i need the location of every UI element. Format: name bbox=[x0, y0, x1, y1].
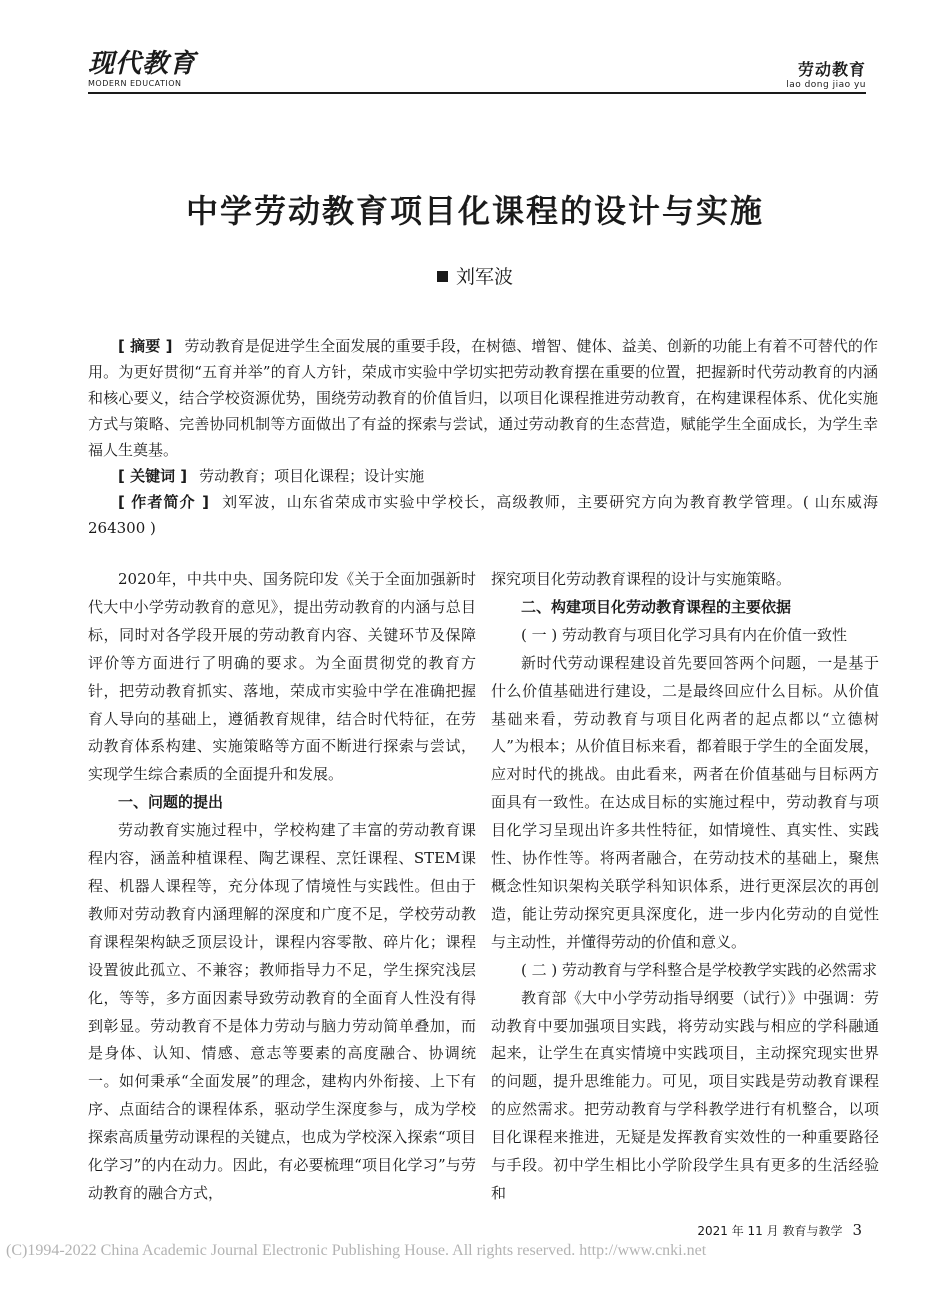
journal-logo bbox=[88, 50, 196, 88]
abstract-author-bio bbox=[88, 489, 894, 541]
square-bullet-icon bbox=[437, 271, 448, 282]
body-paragraph: 新时代劳动课程建设首先要回答两个问题，一是基于什么价值基础进行建设，二是最终回应什么目标。从价值基础来看，劳动教育与项目化两者的起点都以“立德树人”为根本；从价值目标来看，都着眼于学生的全面发展，应对时代的挑战。由此看来，两者在价值基础与目标两方面具有一致性。在达成目标的实施过程中，劳动教育与项目化学习呈现出许多共性特征，如情境性、真实性、实践性、协作性等。将两者融合，在劳动技术的基础上，聚焦概念性知识架构关联学科知识体系，进行更深层次的再创造，能让劳动探究更具深度化，进一步内化劳动的自觉性与主动性，并懂得劳动的价值和意义。 bbox=[491, 653, 879, 951]
body-right-column bbox=[491, 566, 879, 1208]
copyright-watermark: (C)1994-2022 China Academic Journal Electronic Publishing House. All rights reserved. http://www.cnki.net bbox=[6, 1242, 707, 1259]
author-name: 刘军波 bbox=[455, 266, 513, 288]
abstract-block bbox=[88, 333, 894, 541]
author-bio-text: 刘军波，山东省荣成市实验中学校长，高级教师，主要研究方向为教育教学管理。( 山东威海 264300 ) bbox=[88, 493, 894, 537]
body-left-column bbox=[88, 566, 476, 1208]
column-name-cn: 劳动教育 bbox=[797, 60, 866, 79]
keywords-text: 劳动教育；项目化课程；设计实施 bbox=[199, 467, 425, 485]
summary-label: [ 摘要 ] bbox=[118, 337, 173, 355]
header-rule bbox=[88, 92, 866, 94]
subsection-heading: ( 一 ) 劳动教育与项目化学习具有内在价值一致性 bbox=[521, 625, 848, 644]
author-bio-label: [ 作者简介 ] bbox=[118, 493, 209, 511]
issue-info: 2021 年 11 月 教育与教学 bbox=[697, 1224, 843, 1238]
body-paragraph: 2020年，中共中央、国务院印发《关于全面加强新时代大中小学劳动教育的意见》，提出劳动教育的内涵与总目标，同时对各学段开展的劳动教育内容、关键环节及保障评价等方面进行了明确的要求。为全面贯彻党的教育方针，把劳动教育抓实、落地，荣成市实验中学在准确把握育人导向的基础上，遵循教育规律，结合时代特征，在劳动教育体系构建、实施策略等方面不断进行探索与尝试，实现学生综合素质的全面提升和发展。 bbox=[88, 570, 476, 784]
body-paragraph: 探究项目化劳动教育课程的设计与实施策略。 bbox=[491, 570, 792, 588]
subsection-heading: ( 二 ) 劳动教育与学科整合是学校教学实践的必然需求 bbox=[521, 960, 878, 979]
column-name-pinyin: lao dong jiao yu bbox=[786, 80, 866, 90]
journal-name-en: MODERN EDUCATION bbox=[88, 79, 182, 88]
summary-text: 劳动教育是促进学生全面发展的重要手段，在树德、增智、健体、益美、创新的功能上有着不可替代的作用。为更好贯彻“五育并举”的育人方针，荣成市实验中学切实把劳动教育摆在重要的位置，把握新时代劳动教育的内涵和核心要义，结合学校资源优势，围绕劳动教育的价值旨归，以项目化课程推进劳动教育，在构建课程体系、优化实施方式与策略、完善协同机制等方面做出了有益的探索与尝试，通过劳动教育的生态营造，赋能学生全面成长，为学生幸福人生奠基。 bbox=[88, 337, 878, 459]
journal-name-cn: 现代教育 bbox=[88, 49, 197, 79]
abstract-summary bbox=[88, 333, 878, 463]
page-footer bbox=[697, 1221, 862, 1239]
column-label bbox=[786, 60, 866, 90]
abstract-keywords bbox=[88, 463, 878, 489]
section-heading: 二、构建项目化劳动教育课程的主要依据 bbox=[521, 597, 792, 616]
article-title: 中学劳动教育项目化课程的设计与实施 bbox=[185, 192, 764, 230]
body-paragraph: 劳动教育实施过程中，学校构建了丰富的劳动教育课程内容，涵盖种植课程、陶艺课程、烹饪课程、STEM课程、机器人课程等，充分体现了情境性与实践性。但由于教师对劳动教育内涵理解的深度和广度不足，学校劳动教育课程架构缺乏顶层设计，课程内容零散、碎片化；课程设置彼此孤立、不兼容；教师指导力不足，学生探究浅层化，等等，多方面因素导致劳动教育的全面育人性没有得到彰显。劳动教育不是体力劳动与脑力劳动简单叠加，而是身体、认知、情感、意志等要素的高度融合、协调统一。如何秉承“全面发展”的理念，建构内外衔接、上下有序、点面结合的课程体系，驱动学生深度参与，成为学校探索高质量劳动课程的关键点，也成为学校深入探索“项目化学习”的内在动力。因此，有必要梳理“项目化学习”与劳动教育的融合方式， bbox=[88, 821, 476, 1202]
body-paragraph: 教育部《大中小学劳动指导纲要（试行）》中强调：劳动教育中要加强项目实践，将劳动实践与相应的学科融通起来，让学生在真实情境中实践项目，主动探究现实世界的问题，提升思维能力。可见，项目实践是劳动教育课程的应然需求。把劳动教育与学科教学进行有机整合，以项目化课程来推进，无疑是发挥教育实效性的一种重要路径与手段。初中学生相比小学阶段学生具有更多的生活经验和 bbox=[491, 988, 879, 1202]
section-heading: 一、问题的提出 bbox=[118, 793, 224, 812]
page-number: 3 bbox=[852, 1221, 862, 1239]
article-author bbox=[0, 262, 950, 289]
keywords-label: [ 关键词 ] bbox=[118, 467, 188, 485]
